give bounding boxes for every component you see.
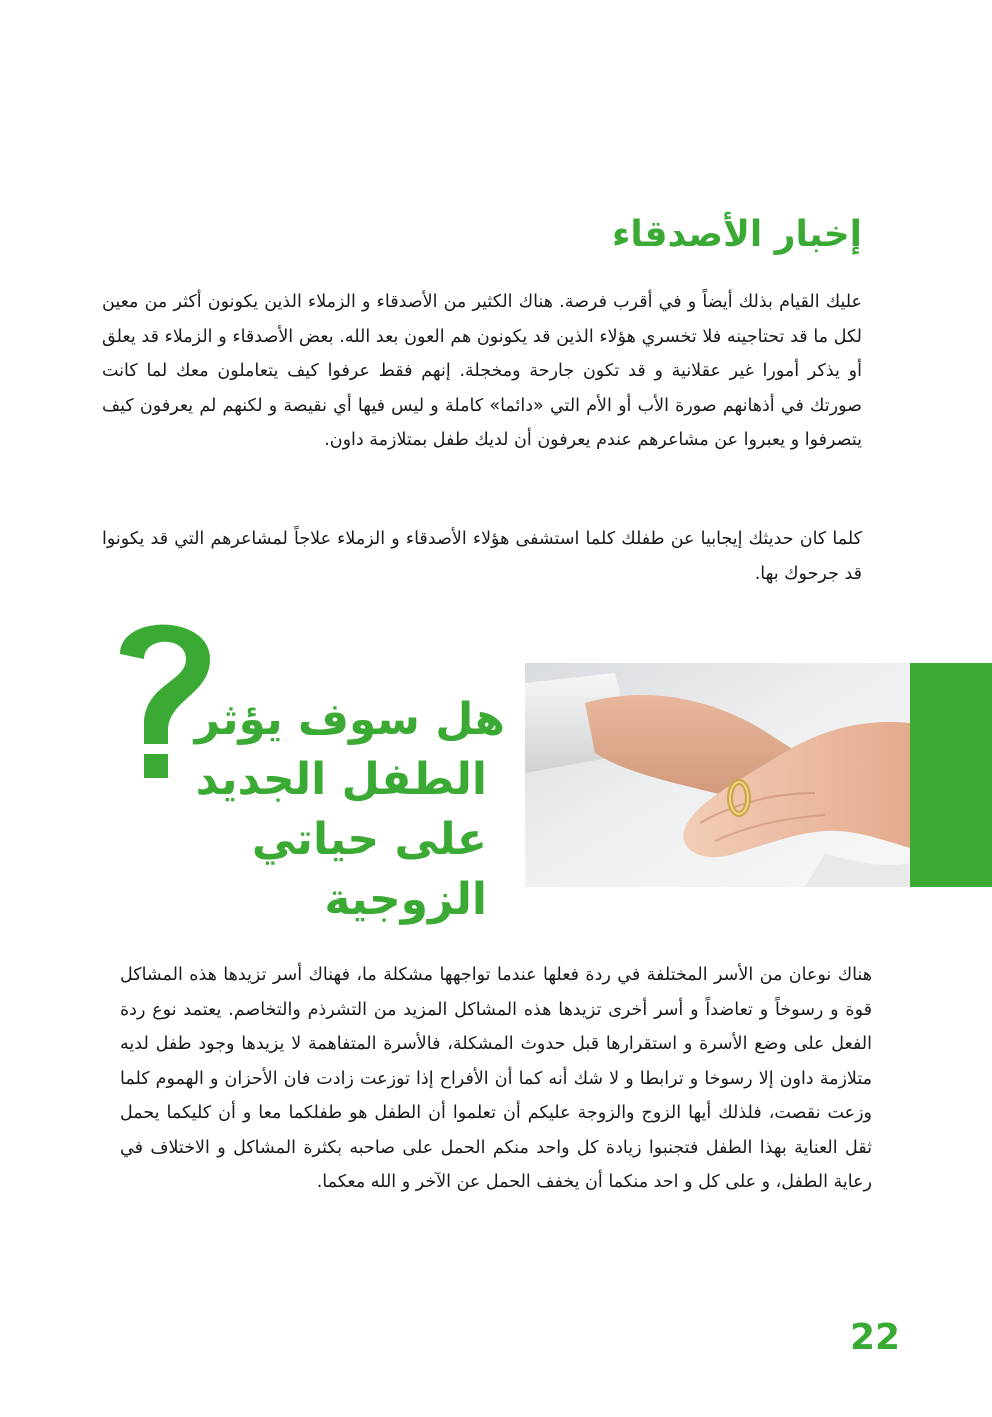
page-number: 22 <box>849 1317 901 1358</box>
banner-question-line-2: الطفل الجديد <box>195 754 487 805</box>
section-title: إخبار الأصدقاء <box>612 214 862 255</box>
accent-green-block <box>910 663 992 887</box>
banner-question-line-3: على حياتي الزوجية <box>251 814 487 925</box>
paragraph-positive-talk: كلما كان حديثك إيجابيا عن طفلك كلما استشفى هؤلاء الأصدقاء و الزملاء علاجاً لمشاعرهم التي قد يكونوا قد جرحوك بها. <box>102 529 862 584</box>
paragraph-family-reaction: هناك نوعان من الأسر المختلفة في ردة فعلها عندما تواجهها مشكلة ما، فهناك أسر تزيدها هذه المشاكل قوة و رسوخاً و تعاضداً و أسر أخرى تزيدها هذه المشاكل المزيد من التشرذم والتخاصم. يعتمد نوع ردة الفعل على وضع الأسرة و استقرارها قبل حدوث المشكلة، فالأسرة المتفاهمة لا يزيدها وجود طفل لديه متلازمة داون إلا رسوخا و ترابطا و لا شك أنه كما أن الأفراح إذا توزعت زادت فان الأحزان و الهموم كلما وزعت نقصت، فلذلك أيها الزوج والزوجة عليكم أن تعلموا أن الطفل هو طفلكما معا و أن كليكما يحمل ثقل العناية بهذا الطفل فتجنبوا زيادة كل واحد منكم الحمل على صاحبه بكثرة المشاكل و الاختلاف في رعاية الطفل، و على كل و احد منكما أن يخفف الحمل عن الآخر و الله معكما. <box>120 965 872 1192</box>
banner-question-heading <box>100 690 505 930</box>
paragraph-telling-friends: عليك القيام بذلك أيضاً و في أقرب فرصة. هناك الكثير من الأصدقاء و الزملاء الذين يكونون أكثر من معين لكل ما قد تحتاجينه فلا تخسري هؤلاء الذين قد يكونون هم العون بعد الله. بعض الأصدقاء و الزملاء قد يعلق أو يذكر أمورا غير عقلانية و قد تكون جارحة ومخجلة. إنهم فقط عرفوا كيف يتعاملون معك لما كانت صورتك في أذهانهم صورة الأب أو الأم التي «دائما» كاملة و ليس فيها أي نقيصة و لكنهم لم يعرفون كيف يتصرفوا و يعبروا عن مشاعرهم عندم يعرفون أن لديك طفل بمتلازمة داون. <box>102 292 862 450</box>
holding-hands-icon <box>525 663 910 887</box>
banner-question-line-1: هل سوف يؤثر <box>194 694 505 745</box>
holding-hands-photo <box>525 663 910 887</box>
